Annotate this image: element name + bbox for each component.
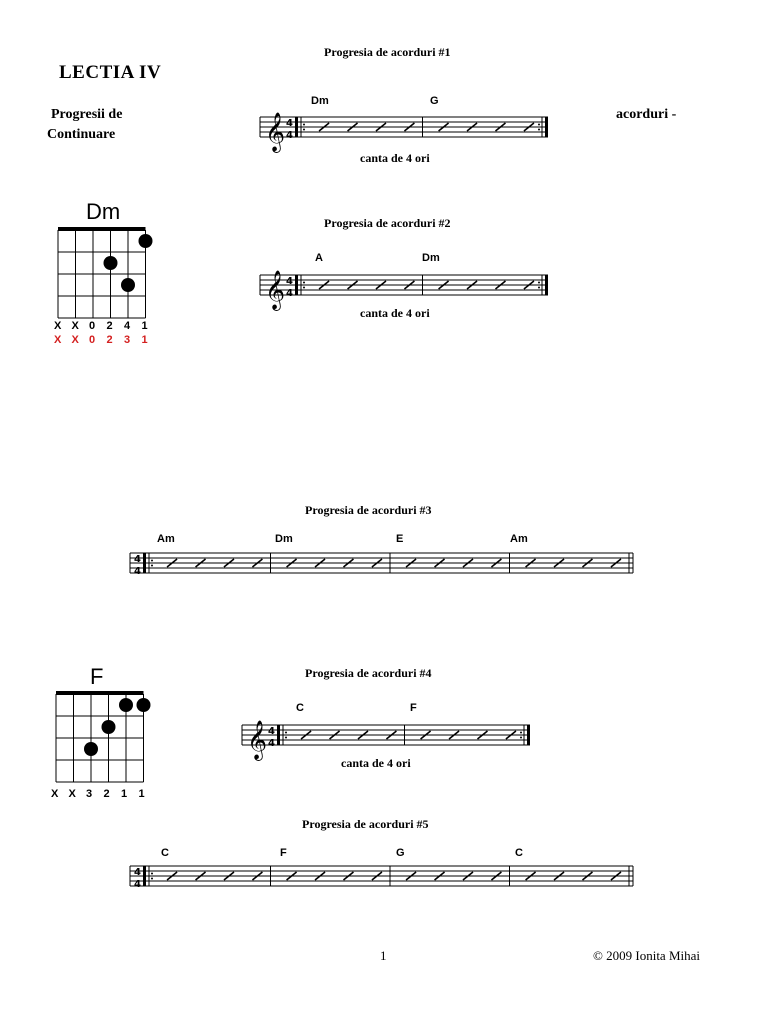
treble-clef-icon: 𝄞: [247, 720, 268, 760]
dm-chord-diagram: [52, 224, 162, 319]
repeat-dot: [538, 124, 540, 126]
fingering-mark: X: [68, 788, 76, 800]
repeat-dot: [538, 282, 540, 284]
time-signature-top: 4: [134, 554, 141, 565]
time-signature-bottom: 4: [286, 288, 293, 299]
progression-1-staff: [258, 104, 558, 150]
fingering-mark: X: [54, 320, 62, 332]
chord-name: Dm: [275, 533, 293, 545]
repeat-dot: [151, 565, 153, 567]
start-bar-thick: [295, 117, 298, 137]
progression-4-staff: [240, 712, 540, 758]
chord-name: G: [396, 847, 405, 859]
fingering-mark: 3: [124, 334, 131, 346]
progression-2-repeat: canta de 4 ori: [360, 306, 430, 320]
chord-name: Am: [510, 533, 528, 545]
finger-dot: [84, 742, 98, 756]
progression-4-repeat: canta de 4 ori: [341, 756, 411, 770]
fingering-mark: 1: [138, 788, 145, 800]
repeat-dot: [285, 732, 287, 734]
section-title-line2: Continuare: [47, 127, 116, 142]
progression-3-title: Progresia de acorduri #3: [305, 503, 432, 517]
chord-name: Dm: [311, 95, 329, 107]
fingering-mark: X: [54, 334, 62, 346]
fingering-mark: 0: [89, 320, 96, 332]
progression-1-repeat: canta de 4 ori: [360, 151, 430, 165]
chord-name: F: [280, 847, 287, 859]
fingering-mark: 1: [121, 788, 128, 800]
progression-3-staff: [128, 545, 643, 581]
time-signature-bottom: 4: [134, 566, 141, 577]
finger-dot: [139, 234, 153, 248]
time-signature-top: 4: [268, 726, 275, 737]
repeat-dot: [520, 732, 522, 734]
chord-name: Am: [157, 533, 175, 545]
repeat-dot: [151, 878, 153, 880]
time-signature-top: 4: [286, 276, 293, 287]
treble-clef-icon: 𝄞: [265, 112, 286, 152]
repeat-dot: [303, 287, 305, 289]
repeat-dot: [151, 873, 153, 875]
progression-4-title: Progresia de acorduri #4: [305, 666, 432, 680]
chord-name: E: [396, 533, 404, 545]
chord-name: C: [296, 702, 304, 714]
end-bar-thick: [545, 117, 548, 137]
section-title-line1: Progresii de: [51, 107, 123, 122]
progression-5-staff: [128, 858, 643, 894]
chord-name: Dm: [422, 252, 440, 264]
fingering-mark: 2: [106, 320, 113, 332]
chord-name: C: [515, 847, 523, 859]
fingering-mark: 1: [141, 320, 148, 332]
finger-dot: [121, 278, 135, 292]
chord-name: C: [161, 847, 169, 859]
fingering-mark: 4: [124, 320, 131, 332]
nut: [56, 691, 144, 695]
finger-dot: [137, 698, 151, 712]
progression-2-staff: [258, 262, 558, 308]
end-bar-thick: [527, 725, 530, 745]
time-signature-top: 4: [286, 118, 293, 129]
finger-dot: [104, 256, 118, 270]
time-signature-bottom: 4: [134, 879, 141, 890]
fingering-mark: 0: [89, 334, 96, 346]
fingering-mark: 3: [86, 788, 93, 800]
f-chord-diagram: [50, 688, 160, 788]
fingering-mark: 2: [106, 334, 113, 346]
nut: [58, 227, 146, 231]
f-diagram-title: F: [90, 664, 104, 689]
dm-diagram-title: Dm: [86, 199, 121, 224]
lesson-title: LECTIA IV: [59, 62, 162, 83]
treble-clef-icon: 𝄞: [265, 270, 286, 310]
start-bar-thick: [143, 553, 146, 573]
repeat-dot: [538, 287, 540, 289]
chord-name: F: [410, 702, 417, 714]
progression-2-title: Progresia de acorduri #2: [324, 216, 451, 230]
progression-1-title: Progresia de acorduri #1: [324, 45, 451, 59]
repeat-dot: [303, 129, 305, 131]
fingering-mark: X: [71, 334, 79, 346]
repeat-dot: [520, 737, 522, 739]
repeat-dot: [285, 737, 287, 739]
repeat-dot: [303, 282, 305, 284]
fingering-mark: 2: [103, 788, 110, 800]
fingering-mark: X: [71, 320, 79, 332]
start-bar-thick: [295, 275, 298, 295]
end-bar-thick: [545, 275, 548, 295]
time-signature-top: 4: [134, 867, 141, 878]
time-signature-bottom: 4: [286, 130, 293, 141]
section-title-right: acorduri -: [616, 107, 677, 122]
chord-name: G: [430, 95, 439, 107]
time-signature-bottom: 4: [268, 738, 275, 749]
repeat-dot: [151, 560, 153, 562]
page-number: 1: [380, 948, 387, 963]
start-bar-thick: [277, 725, 280, 745]
finger-dot: [119, 698, 133, 712]
repeat-dot: [303, 124, 305, 126]
fingering-mark: 1: [141, 334, 148, 346]
fingering-mark: X: [51, 788, 59, 800]
finger-dot: [102, 720, 116, 734]
copyright-notice: © 2009 Ionita Mihai: [593, 948, 701, 963]
chord-name: A: [315, 252, 323, 264]
start-bar-thick: [143, 866, 146, 886]
progression-5-title: Progresia de acorduri #5: [302, 817, 429, 831]
repeat-dot: [538, 129, 540, 131]
